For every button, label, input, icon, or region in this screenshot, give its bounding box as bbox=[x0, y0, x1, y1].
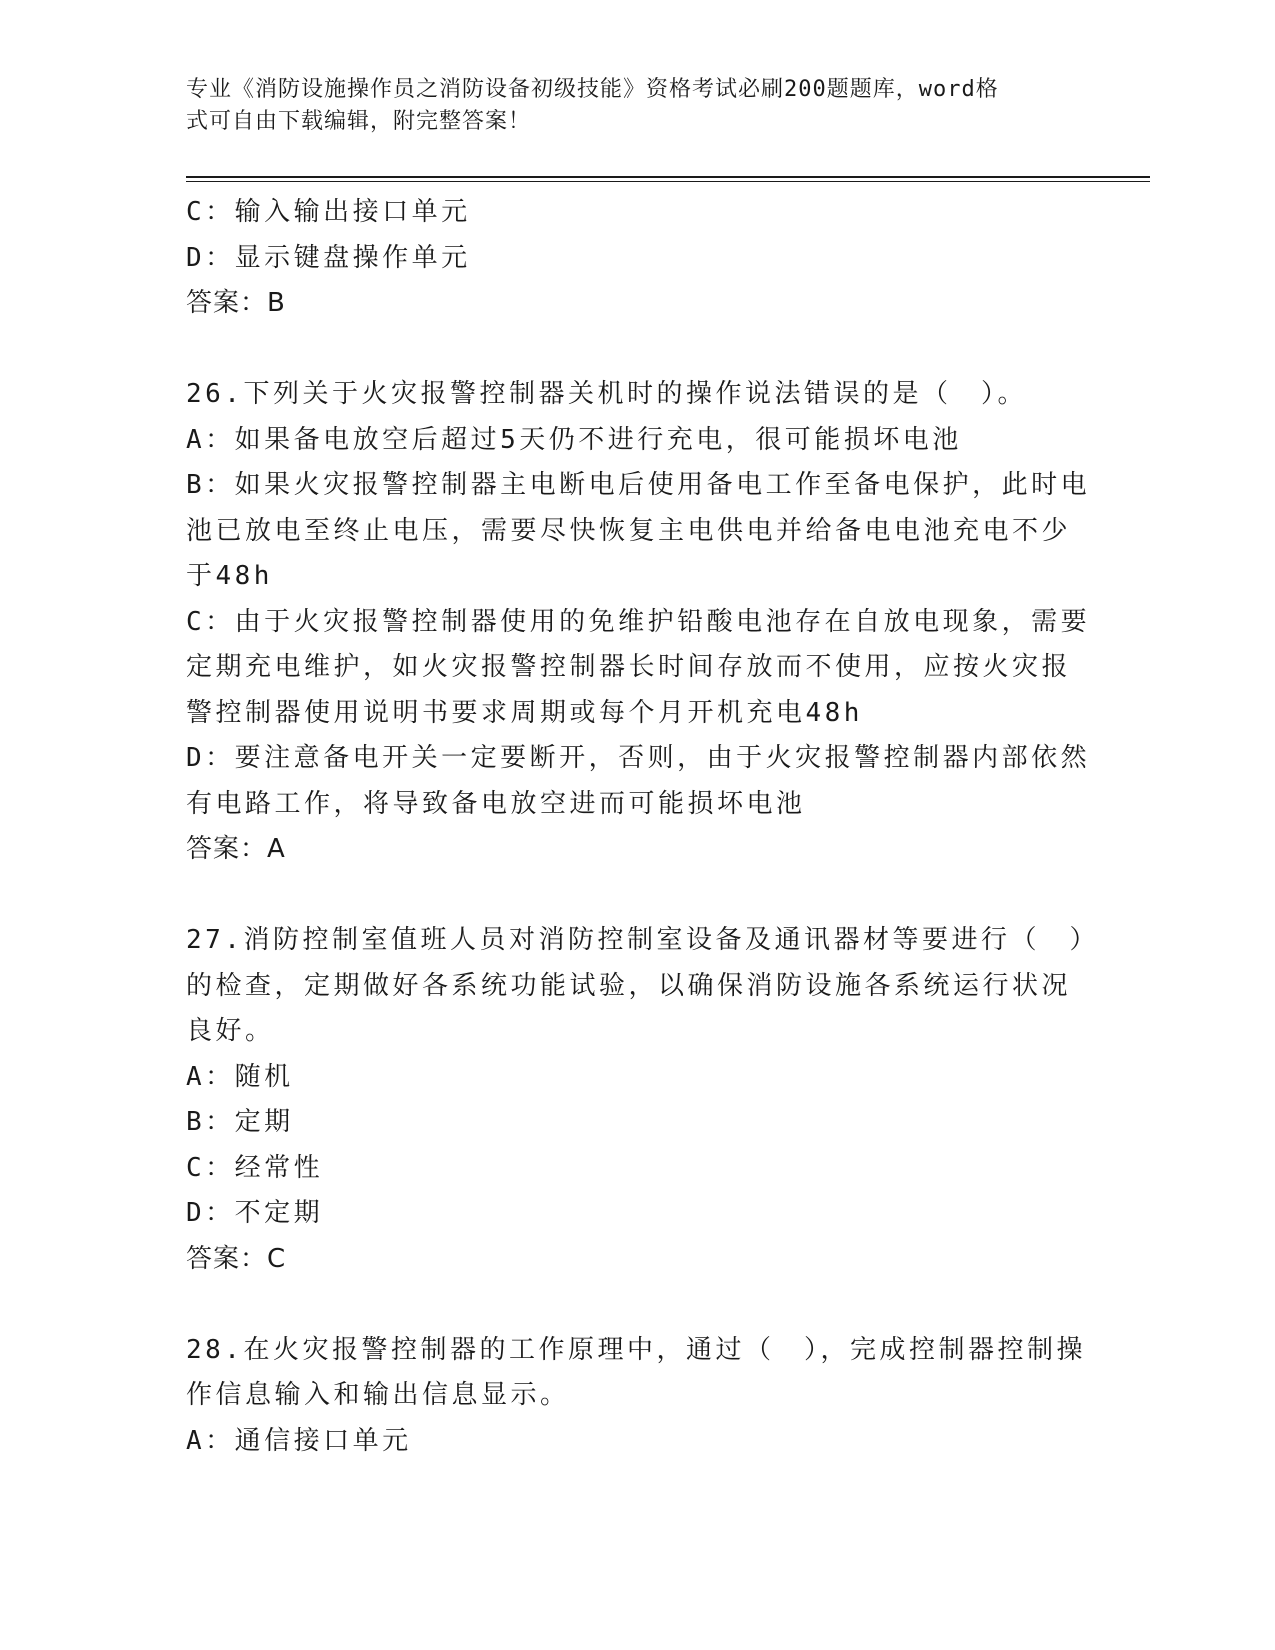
question-stem: 26.下列关于火灾报警控制器关机时的操作说法错误的是（ ）。 bbox=[186, 379, 1027, 409]
document-header bbox=[186, 74, 1066, 138]
question-stem-line-1: 27.消防控制室值班人员对消防控制室设备及通讯器材等要进行（ ） bbox=[186, 925, 1099, 955]
option-d-line-2: 有电路工作，将导致备电放空进而可能损坏电池 bbox=[186, 788, 806, 819]
option-d: D：不定期 bbox=[186, 1198, 324, 1228]
option-c: C：输入输出接口单元 bbox=[186, 197, 471, 227]
option-c-line-1: C：由于火灾报警控制器使用的免维护铅酸电池存在自放电现象，需要 bbox=[186, 606, 1091, 637]
question-stem-line-2: 作信息输入和输出信息显示。 bbox=[186, 1380, 570, 1410]
question-27 bbox=[186, 918, 1099, 1282]
option-c: C：经常性 bbox=[186, 1152, 324, 1183]
option-d: D：显示键盘操作单元 bbox=[186, 242, 471, 273]
option-a: A：通信接口单元 bbox=[186, 1425, 412, 1456]
previous-question-tail bbox=[186, 190, 1086, 327]
question-spacer bbox=[186, 873, 1086, 919]
answer-line: 答案：C bbox=[186, 1243, 287, 1274]
question-26 bbox=[186, 372, 1091, 873]
option-c-line-2: 定期充电维护，如火灾报警控制器长时间存放而不使用，应按火灾报 bbox=[186, 652, 1072, 682]
question-body bbox=[186, 190, 1099, 1464]
option-a: A：随机 bbox=[186, 1061, 294, 1092]
header-rule-thick bbox=[186, 176, 1150, 178]
question-stem-line-3: 良好。 bbox=[186, 1016, 275, 1046]
option-b-line-3: 于48h bbox=[186, 561, 273, 591]
question-stem-line-1: 28.在火灾报警控制器的工作原理中，通过（ ），完成控制器控制操 bbox=[186, 1334, 1086, 1365]
question-28 bbox=[186, 1328, 1086, 1465]
answer-line: 答案：A bbox=[186, 834, 286, 864]
header-line-1: 专业《消防设施操作员之消防设备初级技能》资格考试必刷200题题库，word格 bbox=[186, 77, 999, 102]
question-spacer bbox=[186, 327, 1086, 373]
question-stem-line-2: 的检查，定期做好各系统功能试验，以确保消防设施各系统运行状况 bbox=[186, 970, 1072, 1001]
option-b-line-2: 池已放电至终止电压，需要尽快恢复主电供电并给备电电池充电不少 bbox=[186, 515, 1072, 546]
answer-line: 答案：B bbox=[186, 288, 286, 318]
header-rule-thin bbox=[186, 181, 1150, 182]
header-line-2: 式可自由下载编辑，附完整答案！ bbox=[186, 109, 532, 134]
option-c-line-3: 警控制器使用说明书要求周期或每个月开机充电48h bbox=[186, 697, 863, 728]
option-b-line-1: B：如果火灾报警控制器主电断电后使用备电工作至备电保护，此时电 bbox=[186, 470, 1091, 500]
option-b: B：定期 bbox=[186, 1107, 294, 1137]
question-spacer bbox=[186, 1282, 1086, 1328]
option-a: A：如果备电放空后超过5天仍不进行充电，很可能损坏电池 bbox=[186, 424, 962, 455]
option-d-line-1: D：要注意备电开关一定要断开，否则，由于火灾报警控制器内部依然 bbox=[186, 743, 1091, 773]
